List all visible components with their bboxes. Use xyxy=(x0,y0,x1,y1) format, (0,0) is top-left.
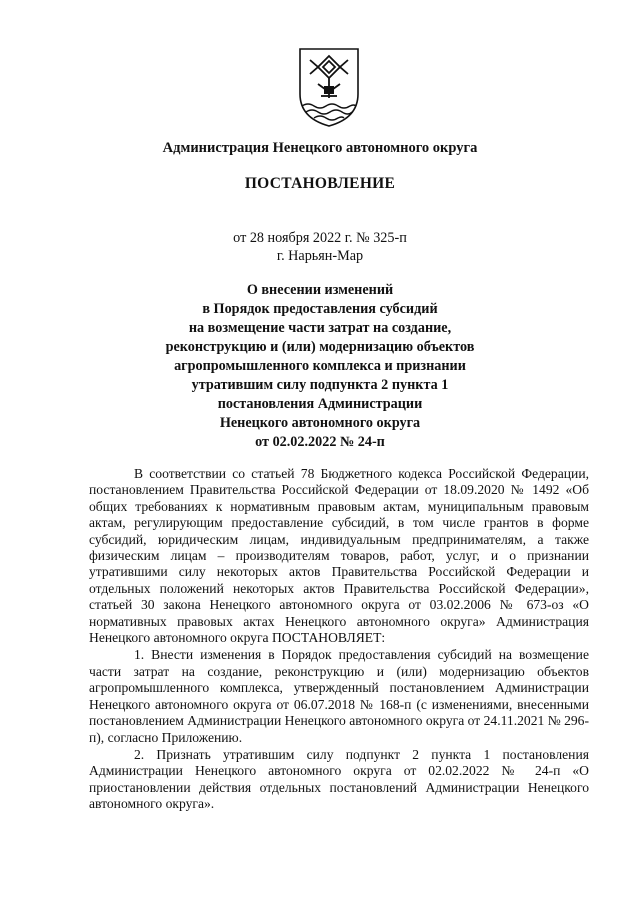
body-paragraph: 2. Признать утратившим силу подпункт 2 пункта 1 постановления Администрации Ненецкого автономного округа от 02.02.2022 № 24-п «О приостановлении действия отдельных постановлений Администрации Ненецкого автономного округа». xyxy=(89,746,589,812)
subject-line: в Порядок предоставления субсидий xyxy=(202,301,438,317)
city: г. Нарьян-Мар xyxy=(276,248,364,264)
coat-of-arms-icon xyxy=(296,46,362,128)
subject-line: реконструкцию и (или) модернизацию объектов xyxy=(165,339,475,355)
subject-line: О внесении изменений xyxy=(246,282,394,298)
document-body xyxy=(89,466,589,813)
subject-line: агропромышленного комплекса и признании xyxy=(174,358,466,374)
body-paragraph: В соответствии со статьей 78 Бюджетного кодекса Российской Федерации, постановлением Правительства Российской Федерации от 18.09.2020 № 1492 «Об общих требованиях к нормативным правовым актам, муниципальным правовым актам, регулирующим предоставление субсидий, в том числе грантов в форме субсидий, юридическим лицам, индивидуальным предпринимателям, а также физическим лицам – производителям товаров, работ, услуг, и о признании утратившими силу некоторых актов Правительства Российской Федерации и отдельных положений некоторых актов Правительства Российской Федерации», статьей 30 закона Ненецкого автономного округа от 03.02.2006 № 673-оз «О нормативных правовых актах Ненецкого автономного округа» Администрация Ненецкого автономного округа ПОСТАНОВЛЯЕТ: xyxy=(89,466,589,646)
subject-line: на возмещение части затрат на создание, xyxy=(188,320,452,336)
subject-line: от 02.02.2022 № 24-п xyxy=(255,434,385,450)
subject-line: постановления Администрации xyxy=(217,396,423,412)
document-type: ПОСТАНОВЛЕНИЕ xyxy=(244,175,396,192)
document-meta xyxy=(40,229,600,265)
subject-line: утратившим силу подпункта 2 пункта 1 xyxy=(191,377,449,393)
date-number: от 28 ноября 2022 г. № 325-п xyxy=(233,230,407,246)
body-paragraph: 1. Внести изменения в Порядок предоставления субсидий на возмещение части затрат на создание, реконструкцию и (или) модернизацию объектов агропромышленного комплекса, утвержденный постановлением Администрации Ненецкого автономного округа от 06.07.2018 № 168-п (с изменениями, внесенными постановлением Администрации Ненецкого автономного округа от 24.11.2021 № 296-п), согласно Приложению. xyxy=(89,647,589,745)
organization-title: Администрация Ненецкого автономного округа xyxy=(162,140,478,156)
document-subject xyxy=(40,281,600,452)
subject-line: Ненецкого автономного округа xyxy=(219,415,421,431)
